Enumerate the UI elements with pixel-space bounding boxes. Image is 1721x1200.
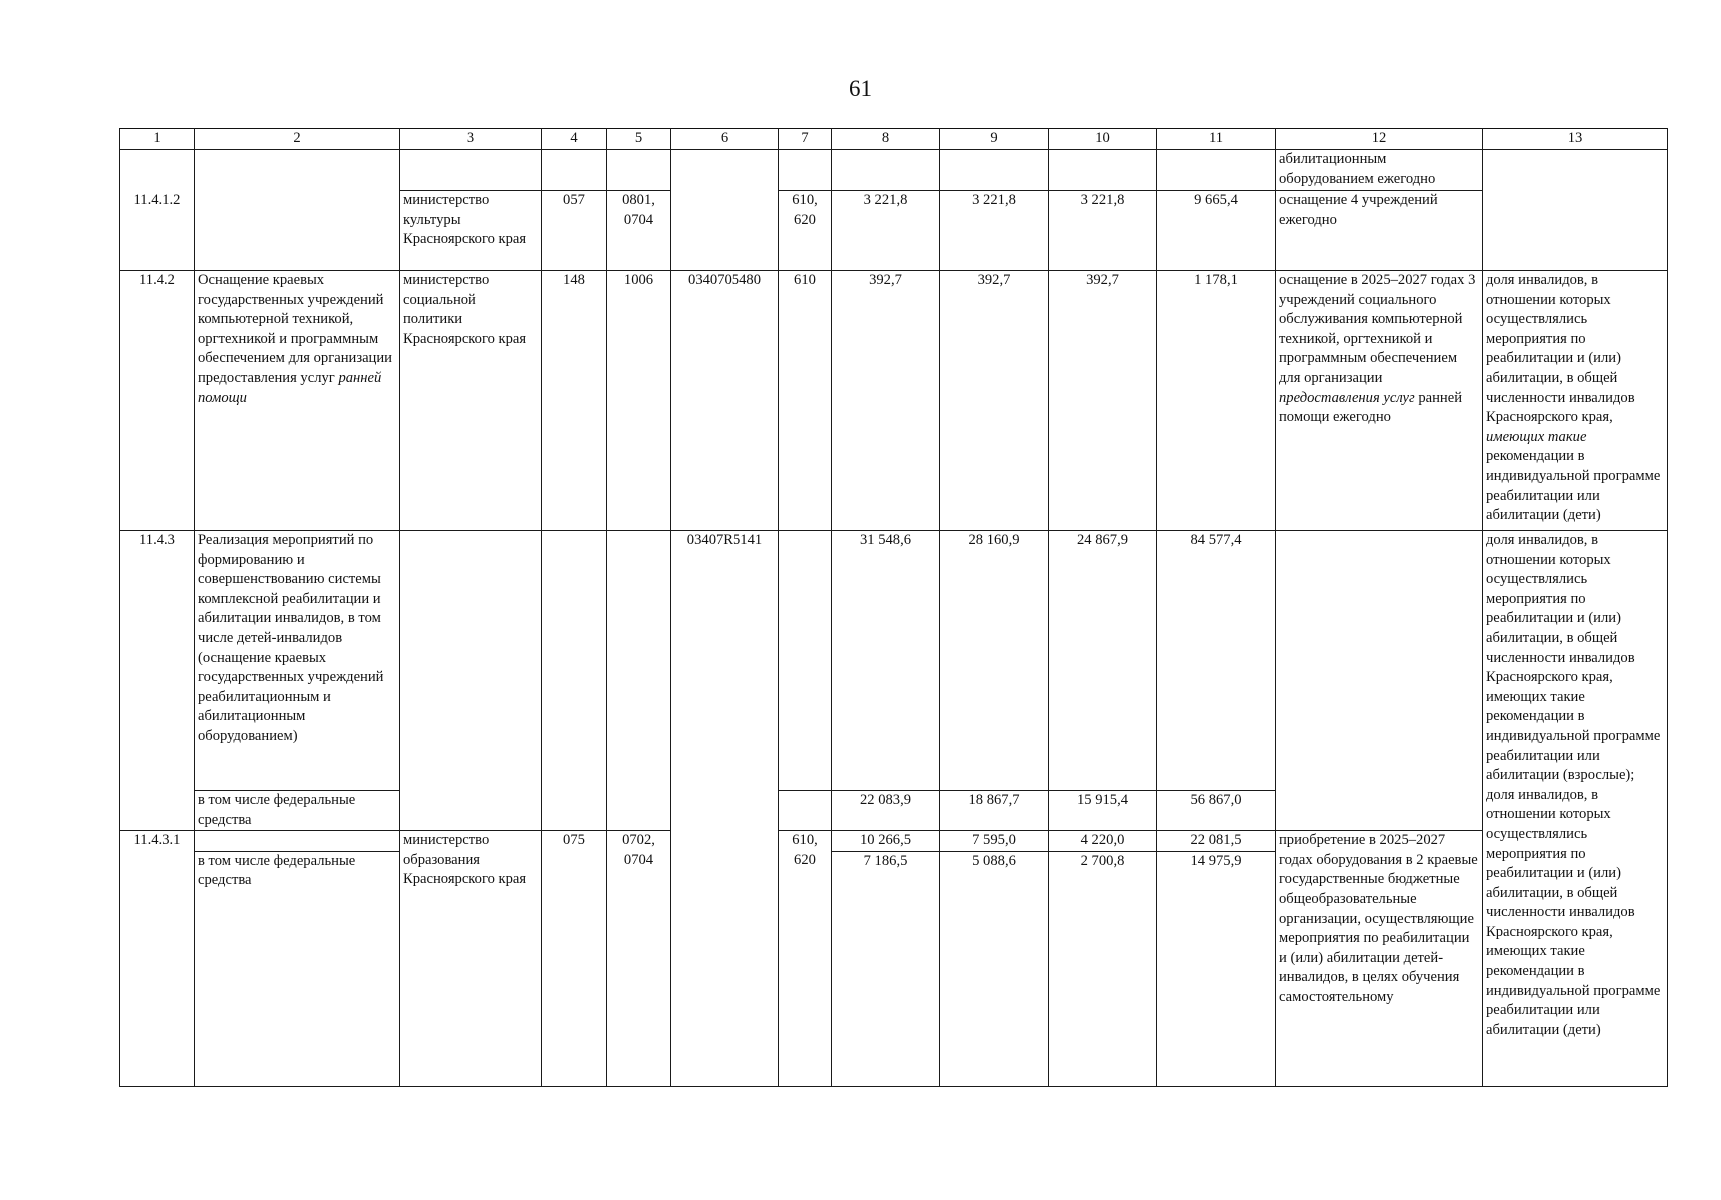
cell-c10: 24 867,9	[1049, 531, 1157, 791]
table-row-11-4-3-1	[120, 831, 1668, 852]
cell-c12: оснащение 4 учреждений ежегодно	[1276, 191, 1483, 271]
cell-c6: 03407R5141	[671, 531, 779, 1087]
cell-c4: 148	[542, 271, 607, 531]
col-header-1: 1	[120, 129, 195, 150]
cell-c10: 4 220,0	[1049, 831, 1157, 852]
col-header-3: 3	[400, 129, 542, 150]
cell-c9: 18 867,7	[940, 791, 1049, 831]
cell-c10: 392,7	[1049, 271, 1157, 531]
cell-c9: 5 088,6	[940, 851, 1049, 1086]
cell-c8: 10 266,5	[832, 831, 940, 852]
cell-c10: 15 915,4	[1049, 791, 1157, 831]
col-header-12: 12	[1276, 129, 1483, 150]
program-table	[119, 128, 1668, 1087]
col-header-7: 7	[779, 129, 832, 150]
cell-c7: 610, 620	[779, 191, 832, 271]
col-header-9: 9	[940, 129, 1049, 150]
col-header-5: 5	[607, 129, 671, 150]
cell-c11: 9 665,4	[1157, 191, 1276, 271]
table-row-11-4-2	[120, 271, 1668, 531]
cell-c11: 14 975,9	[1157, 851, 1276, 1086]
row-number: 11.4.3.1	[120, 831, 195, 852]
cell-c13: доля инвалидов, в отношении которых осуществлялись мероприятия по реабилитации и (или) абилитации, в общей численности инвалидов Красноярского края, имеющих такие рекомендации в индивидуальной программе реабилитации или абилитации (взрослые); доля инвалидов, в отношении которых осуществлялись мероприятия по реабилитации и (или) абилитации, в общей численности инвалидов Красноярского края, имеющих такие рекомендации в индивидуальной программе реабилитации или абилитации (дети)	[1483, 531, 1668, 1087]
col-header-10: 10	[1049, 129, 1157, 150]
cell-c5: 0702, 0704	[607, 831, 671, 1087]
cell-c9: 28 160,9	[940, 531, 1049, 791]
col-header-11: 11	[1157, 129, 1276, 150]
cell-c8: 31 548,6	[832, 531, 940, 791]
col-header-8: 8	[832, 129, 940, 150]
cell-name: Оснащение краевых государственных учреждений компьютерной техникой, оргтехникой и программным обеспечением для организации предоставления услуг ранней помощи	[195, 271, 400, 531]
cell-c11: 84 577,4	[1157, 531, 1276, 791]
cell-c12-cont: абилитационным оборудованием ежегодно	[1276, 150, 1483, 191]
cell-c4: 057	[542, 191, 607, 271]
cell-c13: доля инвалидов, в отношении которых осуществлялись мероприятия по реабилитации и (или) абилитации, в общей численности инвалидов Красноярского края, имеющих такие рекомендации в индивидуальной программе реабилитации или абилитации (дети)	[1483, 271, 1668, 531]
row-number: 11.4.3	[120, 531, 195, 831]
cell-c4: 075	[542, 831, 607, 1087]
table-row-continuation	[120, 150, 1668, 191]
cell-c12: оснащение в 2025–2027 годах 3 учреждений социального обслуживания компьютерной техникой, оргтехникой и программным обеспечением для организации предоставления услуг ранней помощи ежегодно	[1276, 271, 1483, 531]
col-header-4: 4	[542, 129, 607, 150]
cell-c7: 610	[779, 271, 832, 531]
cell-c5: 1006	[607, 271, 671, 531]
cell-name: в том числе федеральные средства	[195, 791, 400, 831]
cell-c8: 7 186,5	[832, 851, 940, 1086]
cell-c10: 3 221,8	[1049, 191, 1157, 271]
page-number: 61	[849, 76, 872, 101]
cell-name: в том числе федеральные средства	[195, 851, 400, 1086]
cell-c8: 392,7	[832, 271, 940, 531]
cell-c7: 610, 620	[779, 831, 832, 1087]
cell-org: министерство социальной политики Красноярского края	[400, 271, 542, 531]
cell-org: министерство культуры Красноярского края	[400, 191, 542, 271]
cell-c8: 3 221,8	[832, 191, 940, 271]
cell-c6: 0340705480	[671, 271, 779, 531]
column-number-row	[120, 129, 1668, 150]
col-header-6: 6	[671, 129, 779, 150]
cell-c8: 22 083,9	[832, 791, 940, 831]
cell-c11: 22 081,5	[1157, 831, 1276, 852]
cell-name: Реализация мероприятий по формированию и совершенствованию системы комплексной реабилитации и абилитации инвалидов, в том числе детей-инвалидов (оснащение краевых государственных учреждений реабилитационным и абилитационным оборудованием)	[195, 531, 400, 791]
cell-org: министерство образования Красноярского края	[400, 831, 542, 1087]
row-number: 11.4.1.2	[120, 191, 195, 271]
cell-c9: 392,7	[940, 271, 1049, 531]
cell-c11: 56 867,0	[1157, 791, 1276, 831]
cell-c10: 2 700,8	[1049, 851, 1157, 1086]
cell-c11: 1 178,1	[1157, 271, 1276, 531]
row-number: 11.4.2	[120, 271, 195, 531]
col-header-2: 2	[195, 129, 400, 150]
cell-c12: приобретение в 2025–2027 годах оборудования в 2 краевые государственные бюджетные общеобразовательные организации, осуществляющие мероприятия по реабилитации и (или) абилитации детей-инвалидов, в целях обучения самостоятельному	[1276, 831, 1483, 1087]
table-row-11-4-3	[120, 531, 1668, 791]
cell-c9: 3 221,8	[940, 191, 1049, 271]
cell-c5: 0801, 0704	[607, 191, 671, 271]
col-header-13: 13	[1483, 129, 1668, 150]
cell-c9: 7 595,0	[940, 831, 1049, 852]
